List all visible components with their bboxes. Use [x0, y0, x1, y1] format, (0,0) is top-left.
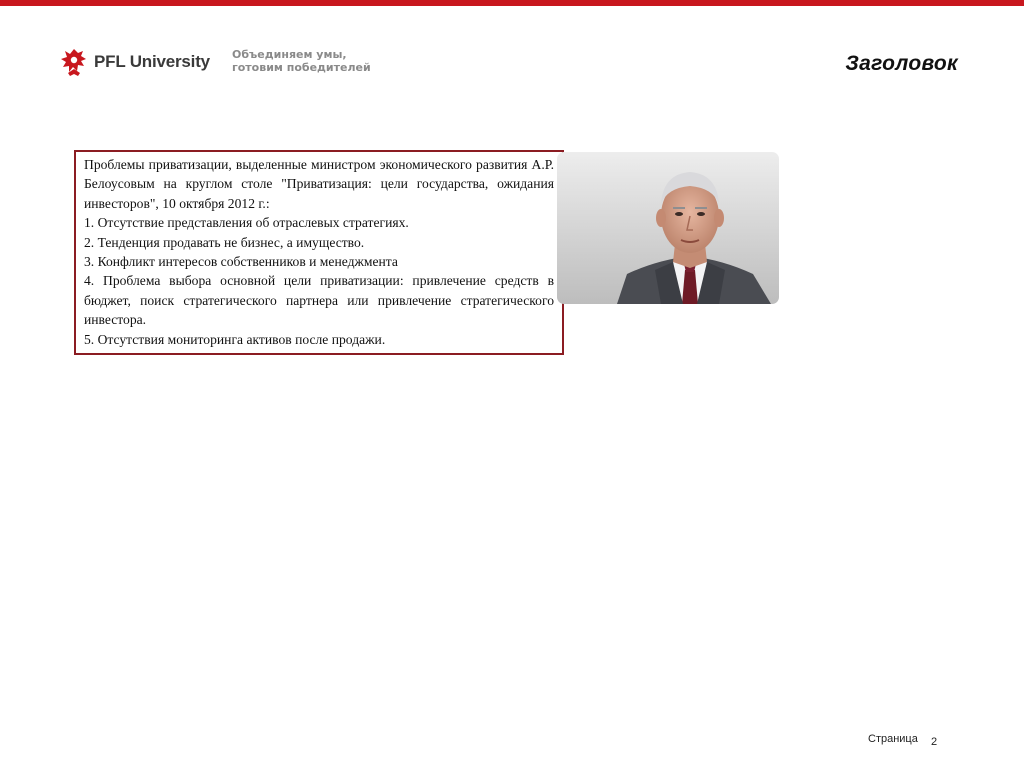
intro-paragraph: Проблемы приватизации, выделенные министром экономического развития А.Р. Белоусовым на круглом столе "Приватизация: цели государства, ожидания инвесторов", 10 октября 2012 г.:	[84, 157, 554, 211]
pfl-logo	[60, 46, 210, 78]
list-item: 4. Проблема выбора основной цели приватизации: привлечение средств в бюджет, поиск стратегического партнера или привлечение стратегического инвестора.	[84, 273, 554, 328]
slogan-line-1: Объединяем умы,	[232, 48, 347, 61]
page-number: 2	[931, 736, 938, 748]
slogan-line-2: готовим победителей	[232, 61, 371, 74]
heraldic-lion-icon	[60, 47, 88, 77]
top-accent-bar	[0, 0, 1024, 6]
list-item: 3. Конфликт интересов собственников и менеджмента	[84, 254, 398, 270]
portrait-image	[557, 152, 779, 304]
privatization-problems-box	[74, 150, 564, 355]
page-label: Страница	[868, 733, 918, 745]
list-item: 2. Тенденция продавать не бизнес, а имущество.	[84, 234, 365, 250]
slide-title: Заголовок	[845, 52, 958, 75]
logo-text: PFL University	[94, 52, 210, 71]
portrait-photo	[557, 152, 779, 304]
list-item: 1. Отсутствие представления об отраслевых стратегиях.	[84, 215, 409, 231]
slogan	[232, 48, 371, 74]
list-item: 5. Отсутствия мониторинга активов после продажи.	[84, 331, 386, 347]
